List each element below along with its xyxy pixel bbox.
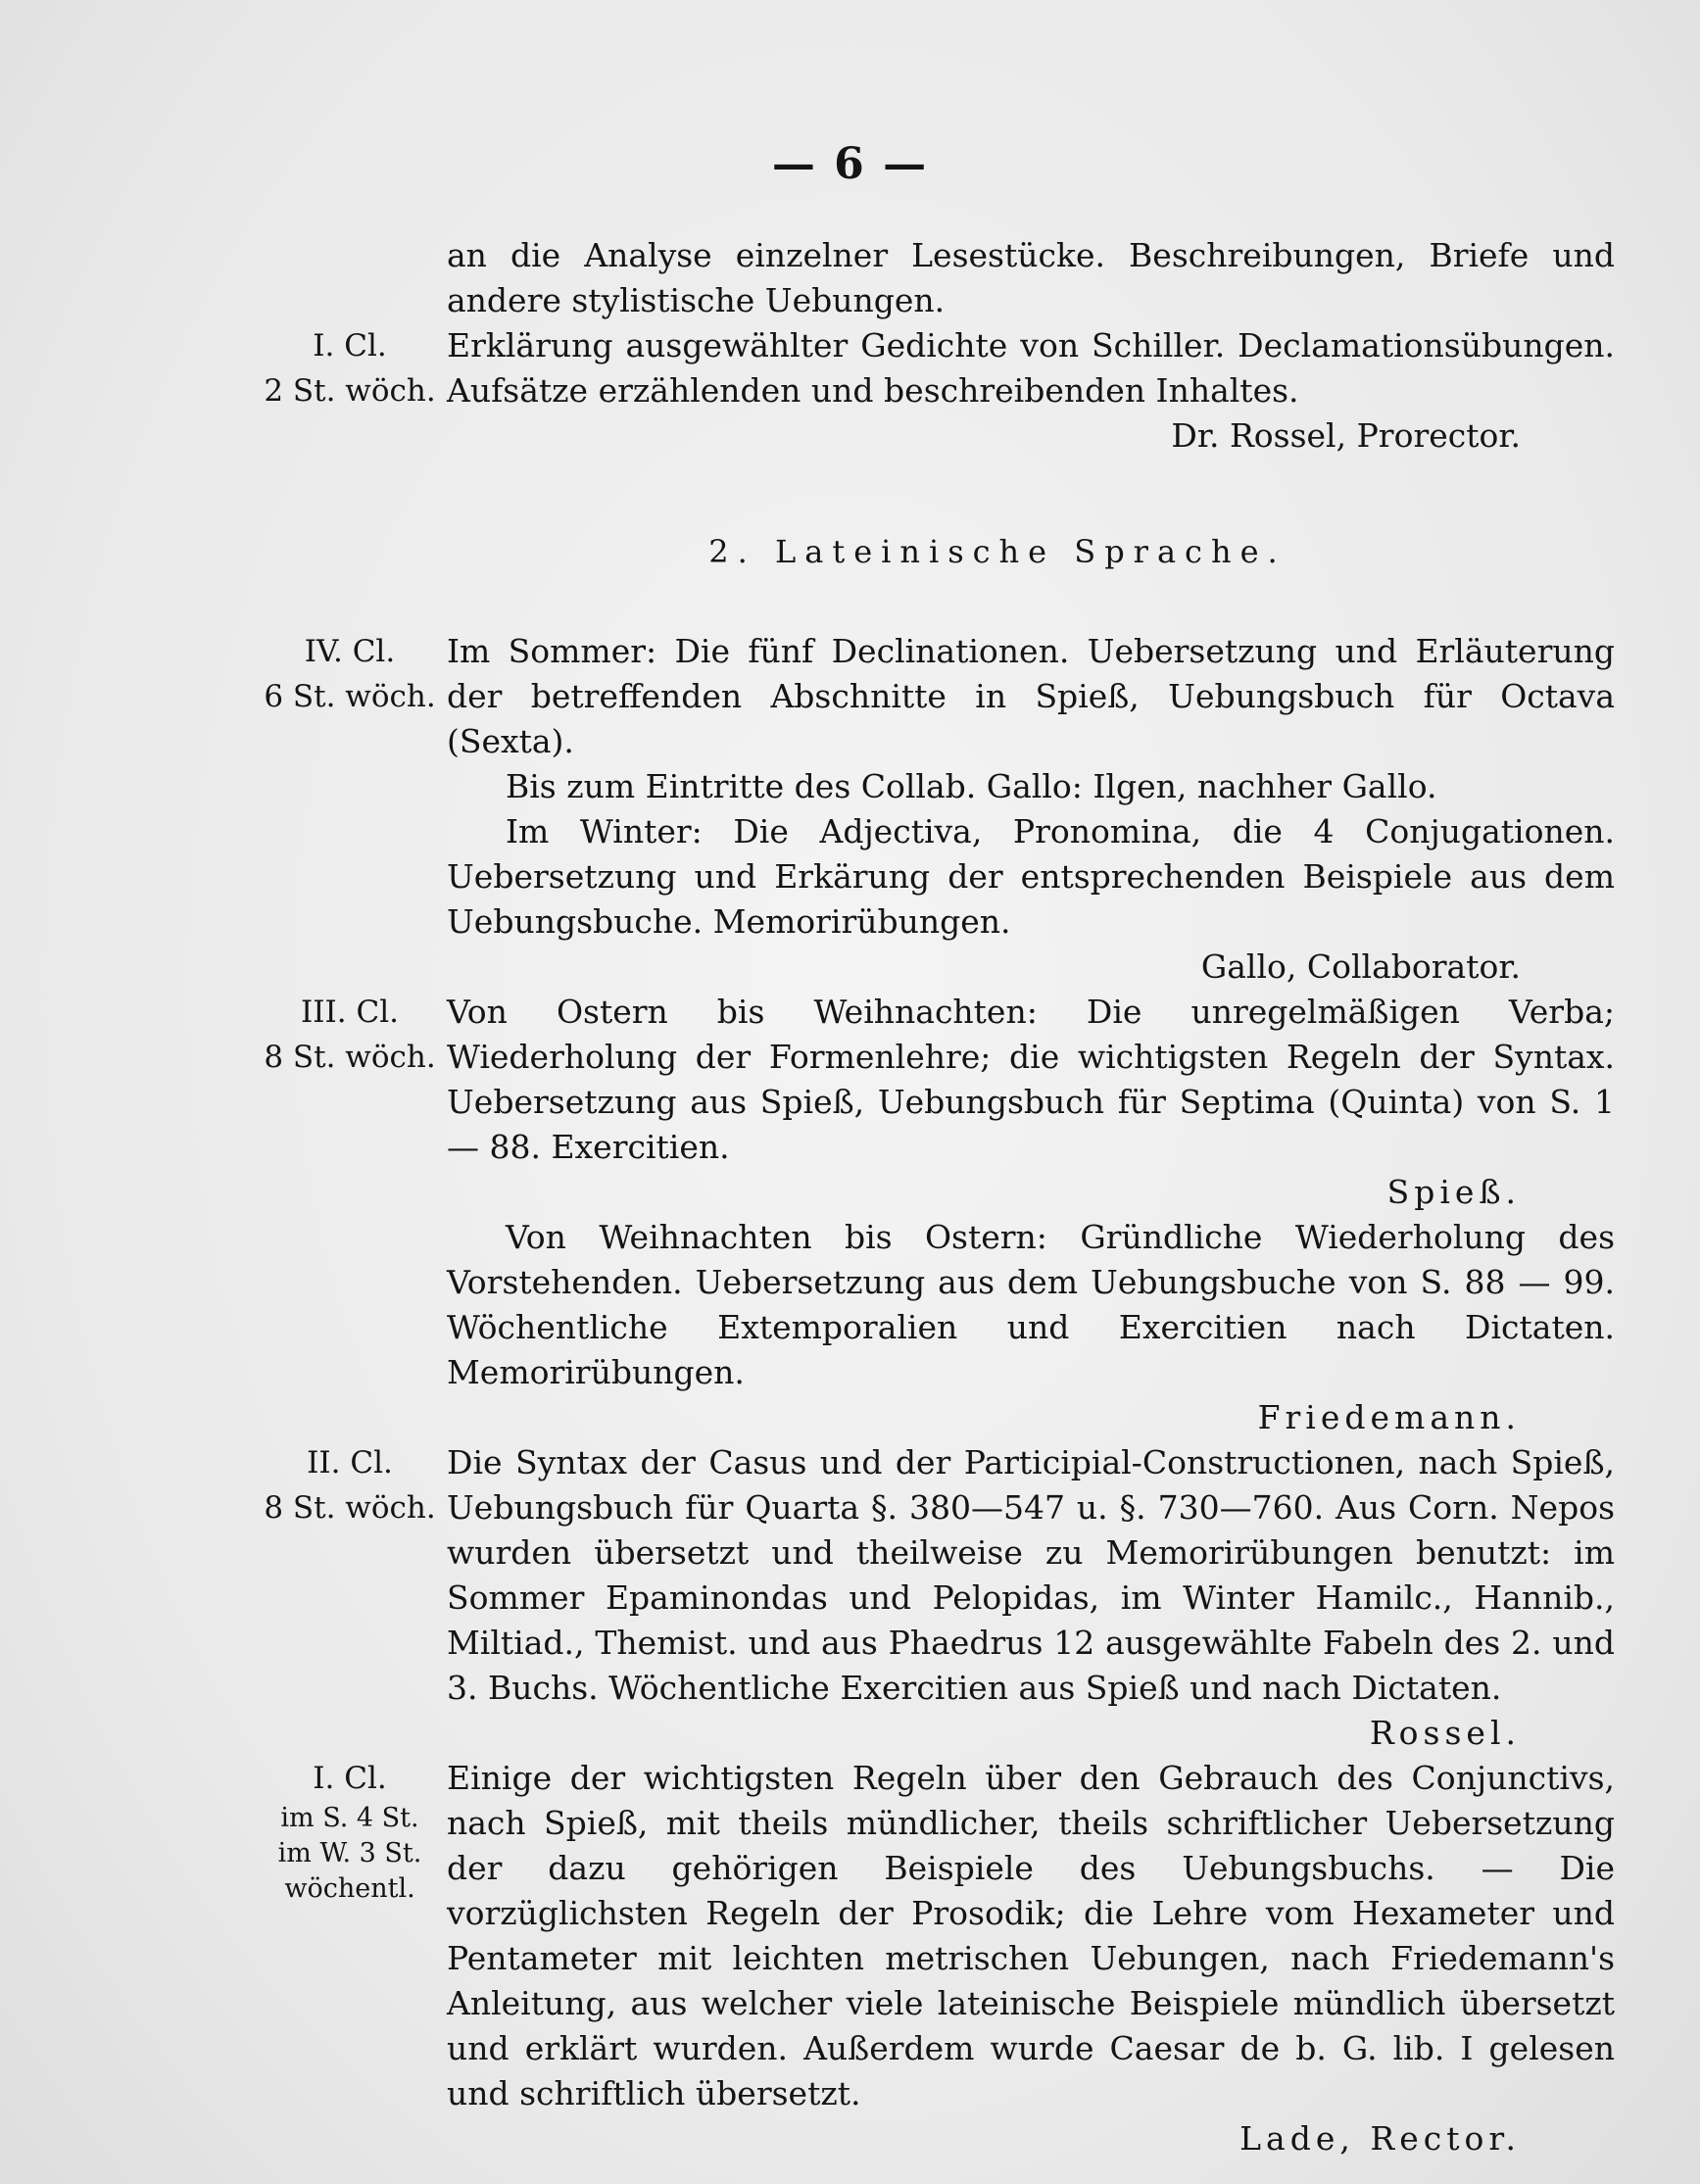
teacher-signature: Dr. Rossel, Prorector.	[1171, 416, 1521, 455]
entry-text	[447, 233, 1615, 323]
entry-class-III	[253, 990, 1615, 1170]
paragraph: Von Weihnachten bis Ostern: Gründliche Wiederholung des Vorstehenden. Uebersetzung aus dem Uebungsbuche von S. 88 — 99. Wöchentliche Extemporalien und Exercitien nach Dictaten. Memorirübungen.	[447, 1218, 1615, 1391]
entry-text	[447, 323, 1615, 413]
entry-class-I-german	[253, 323, 1615, 413]
paragraph: Bis zum Eintritte des Collab. Gallo: Ilgen, nachher Gallo.	[506, 767, 1437, 805]
class-label: III. Cl.	[301, 995, 399, 1030]
page-content	[253, 233, 1615, 2161]
paragraph: Im Winter: Die Adjectiva, Pronomina, die 4 Conjugationen. Uebersetzung und Erkärung der entsprechenden Beispiele aus dem Uebungsbuche. Memorirübungen.	[447, 812, 1615, 941]
hours-label: wöchentl.	[284, 1873, 415, 1904]
paragraph: Die Syntax der Casus und der Participial-Constructionen, nach Spieß, Uebungsbuch für Quarta §. 380—547 u. §. 730—760. Aus Corn. Nepos wurden übersetzt und theilweise zu Memorirübungen benutzt: im Sommer Epaminondas und Pelopidas, im Winter Hamilc., Hannib., Miltiad., Themist. und aus Phaedrus 12 ausgewählte Fabeln des 2. und 3. Buchs. Wöchentliche Exercitien aus Spieß und nach Dictaten.	[447, 1443, 1615, 1707]
teacher-signature: Lade, Rector.	[1239, 2119, 1521, 2158]
class-label: I. Cl.	[313, 328, 387, 364]
page-number: — 6 —	[771, 139, 929, 189]
entry-text	[447, 629, 1615, 945]
entry-continuation	[253, 233, 1615, 323]
teacher-signature: Spieß.	[1386, 1173, 1521, 1211]
entry-class-IV	[253, 629, 1615, 945]
hours-label: 6 St. wöch.	[264, 679, 436, 714]
class-label: IV. Cl.	[304, 634, 396, 669]
hours-label: 2 St. wöch.	[264, 373, 436, 409]
paragraph: Einige der wichtigsten Regeln über den Gebrauch des Conjunctivs, nach Spieß, mit theils mündlicher, theils schriftlicher Uebersetzung der dazu gehörigen Beispiele des Uebungsbuchs. — Die vorzüglichsten Regeln der Prosodik; die Lehre vom Hexameter und Pentameter mit leichten metrischen Uebungen, nach Friedemann's Anleitung, aus welcher viele lateinische Beispiele mündlich übersetzt und erklärt wurden. Außerdem wurde Caesar de b. G. lib. I gelesen und schriftlich übersetzt.	[447, 1759, 1615, 2112]
hours-label: im W. 3 St.	[277, 1838, 422, 1869]
hours-label: im S. 4 St.	[280, 1803, 419, 1833]
hours-label: 8 St. wöch.	[264, 1040, 436, 1075]
entry-text	[447, 1756, 1615, 2116]
paragraph: Erklärung ausgewählter Gedichte von Schiller. Declamationsübungen. Aufsätze erzählenden und beschreibenden Inhaltes.	[447, 326, 1615, 410]
teacher-signature: Rossel.	[1369, 1714, 1521, 1752]
paragraph: Von Ostern bis Weihnachten: Die unregelmäßigen Verba; Wiederholung der Formenlehre; die wichtigsten Regeln der Syntax. Uebersetzung aus Spieß, Uebungsbuch für Septima (Quinta) von S. 1 — 88. Exercitien.	[447, 993, 1615, 1166]
paragraph: an die Analyse einzelner Lesestücke. Beschreibungen, Briefe und andere stylistische Uebungen.	[447, 236, 1615, 319]
entry-text	[447, 1215, 1615, 1395]
class-label: I. Cl.	[313, 1761, 387, 1796]
entry-class-II	[253, 1440, 1615, 1711]
entry-label	[253, 990, 447, 1080]
teacher-signature: Friedemann.	[1257, 1398, 1521, 1436]
entry-text	[447, 1440, 1615, 1711]
class-label: II. Cl.	[307, 1445, 393, 1480]
entry-label	[253, 323, 447, 413]
entry-label	[253, 1440, 447, 1530]
entry-class-I-latin	[253, 1756, 1615, 2116]
entry-label	[253, 629, 447, 719]
entry-label	[253, 1756, 447, 1907]
section-title: 2. Lateinische Sprache.	[708, 533, 1287, 570]
entry-text	[447, 990, 1615, 1170]
teacher-signature: Gallo, Collaborator.	[1200, 947, 1521, 986]
entry-class-III-winter	[253, 1215, 1615, 1395]
hours-label: 8 St. wöch.	[264, 1490, 436, 1526]
paragraph: Im Sommer: Die fünf Declinationen. Uebersetzung und Erläuterung der betreffenden Abschnitte in Spieß, Uebungsbuch für Octava (Sexta).	[447, 632, 1615, 760]
